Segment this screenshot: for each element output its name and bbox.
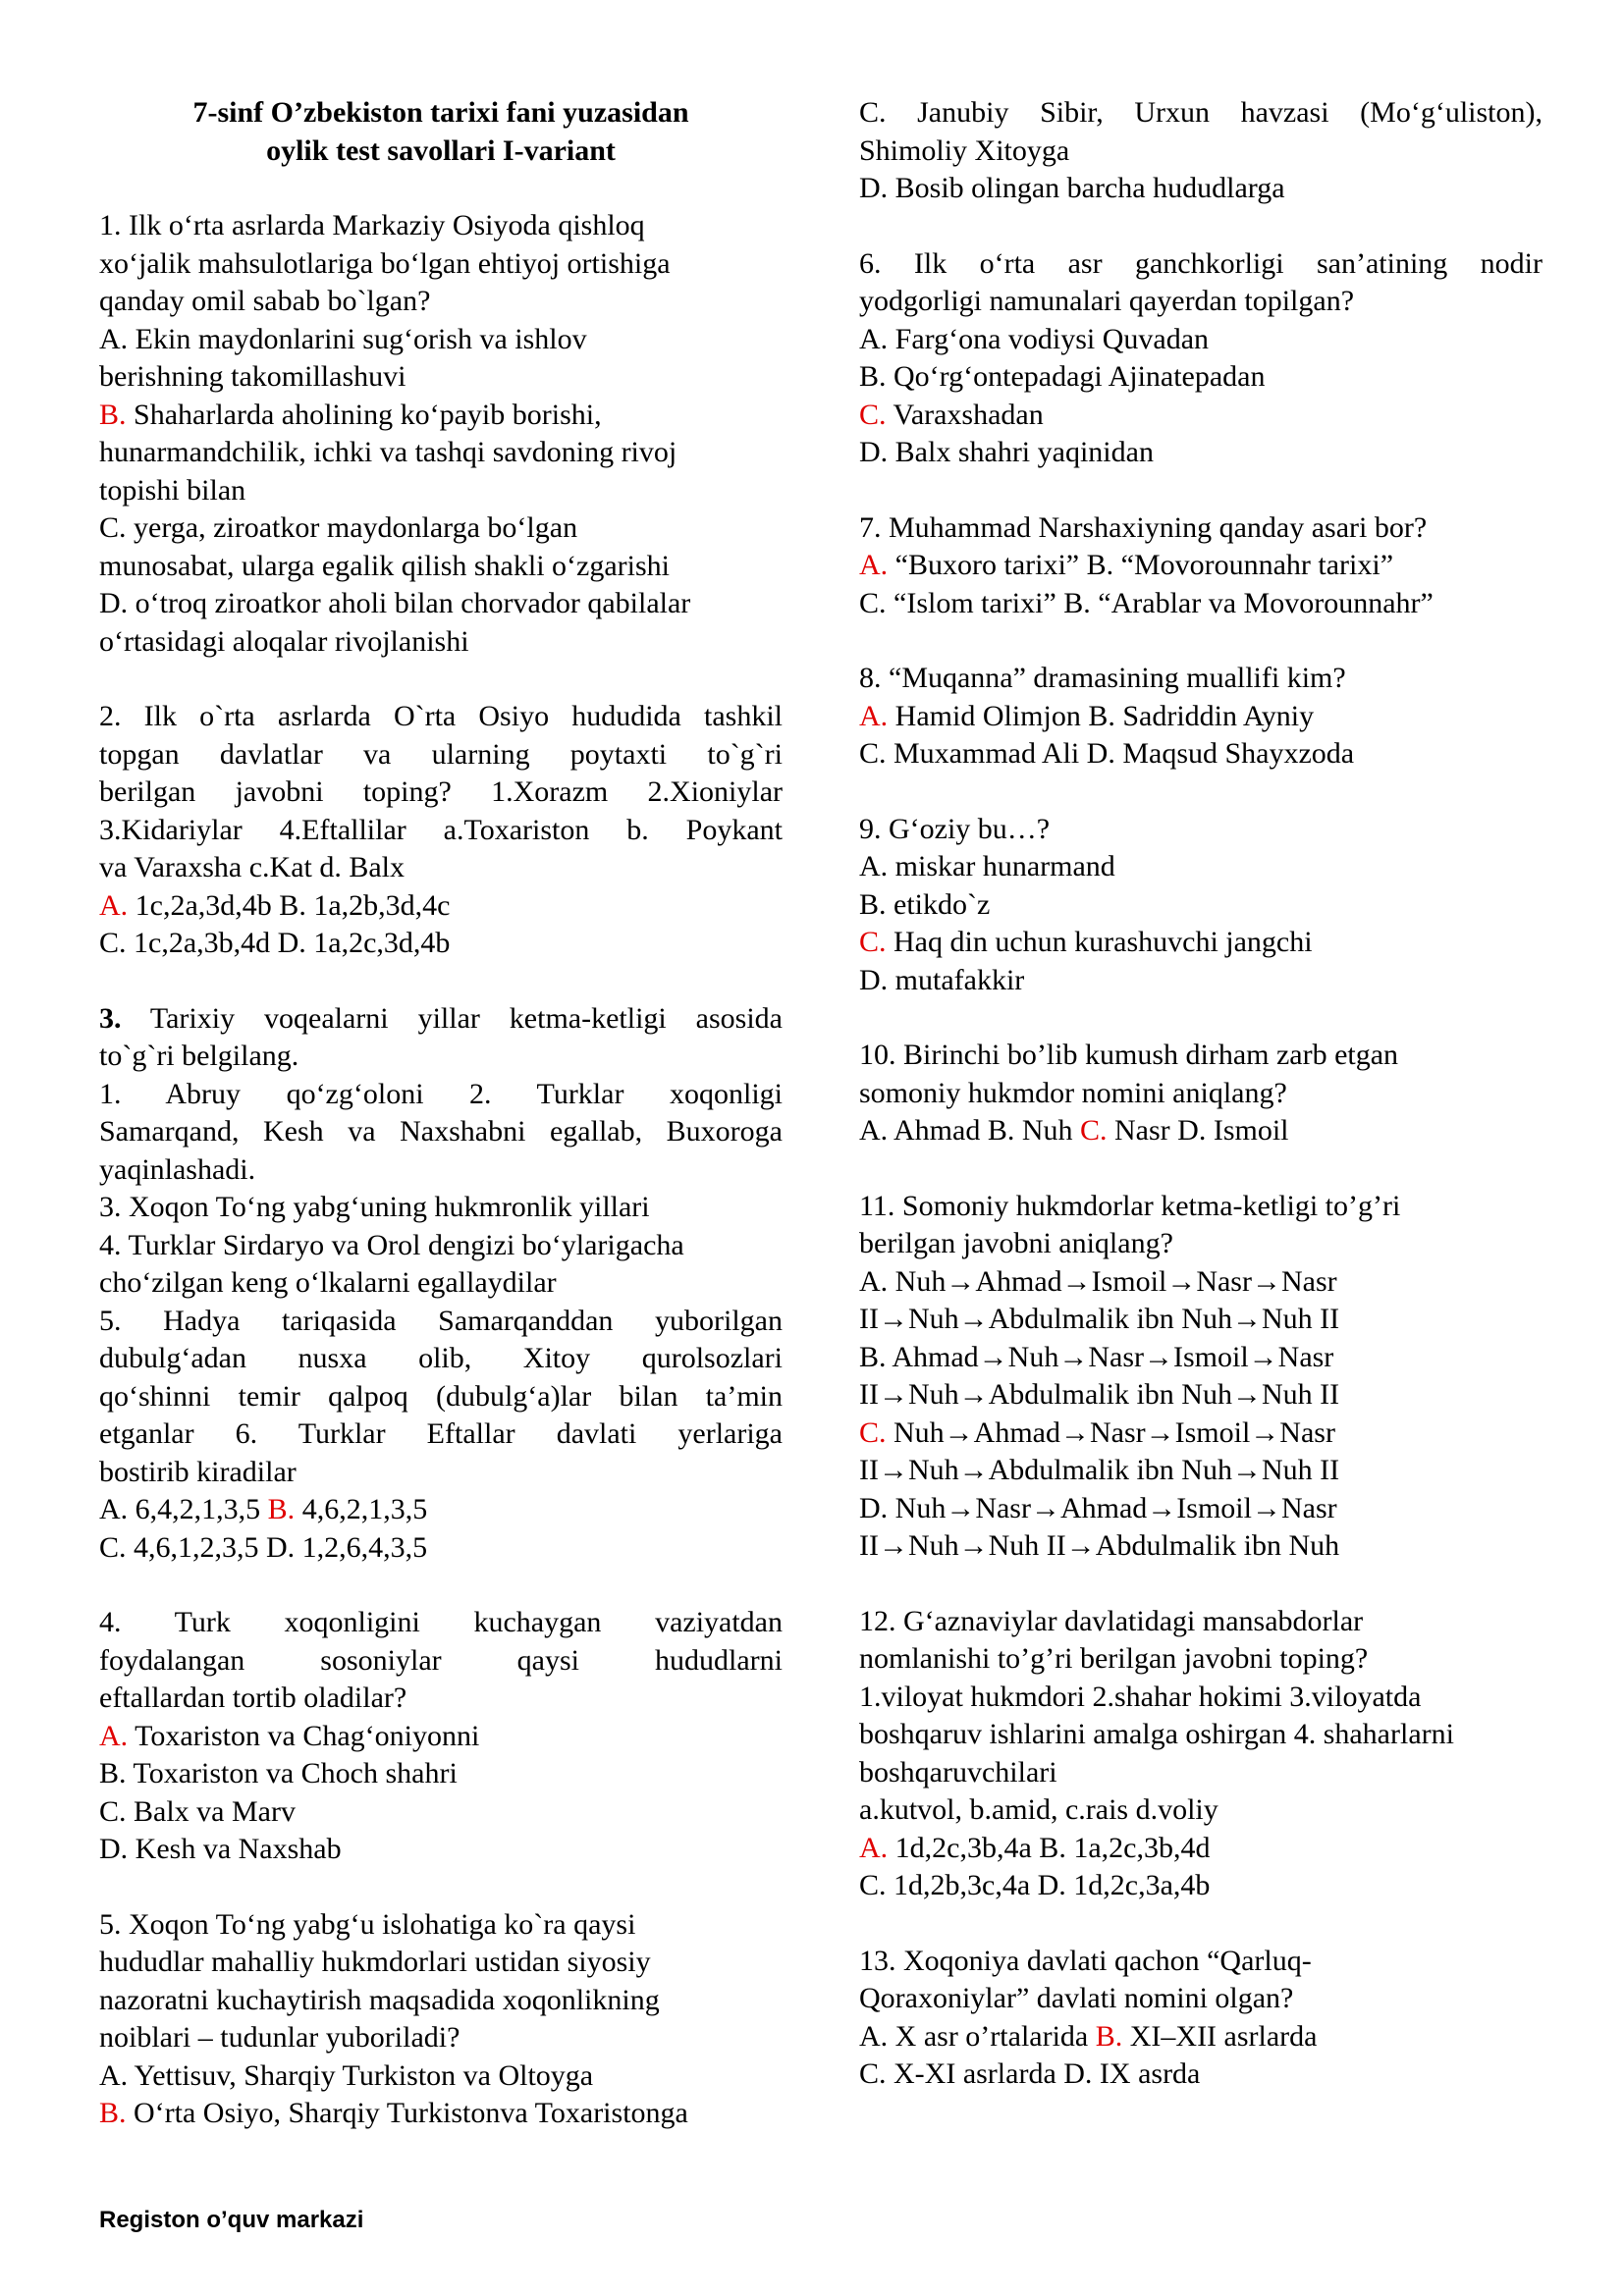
question-line [859,1376,1543,1415]
line-text: D. o‘troq ziroatkor aholi bilan chorvador qabilalar [99,587,691,619]
question-line [859,1263,1543,1302]
line-text: etganlar 6. Turklar Eftallar davlati yerlariga [99,1417,783,1450]
footer-label: Registon o’quv markazi [99,2207,364,2233]
question-line [859,1339,1543,1377]
line-text: yaqinlashadi. [99,1152,256,1186]
question-line [99,1642,783,1681]
line-text: Qoraxoniylar” davlati nomini olgan? [859,1982,1294,2014]
line-text: yodgorligi namunalari qayerdan topilgan? [859,285,1355,317]
question-line [99,1303,783,1341]
question-line [859,1716,1543,1754]
right-question-block [859,1603,1543,1905]
line-text: A. miskar hunarmand [859,850,1115,882]
question-line [99,736,783,774]
question-line [859,434,1543,472]
line-text: 5. Xoqon To‘ng yabg‘u islohatiga ko`ra qaysi [99,1907,636,1941]
question-line [99,812,783,850]
question-line [859,1301,1543,1339]
line-text: A. Ekin maydonlarini sug‘orish va ishlov [99,322,587,355]
line-text: boshqaruvchilari [859,1755,1057,1789]
question-line [859,509,1543,548]
line-text: hunarmandchilik, ichki va tashqi savdoning rivoj [99,436,677,468]
line-text: nazoratni kuchaytirish maqsadida xoqonlikning [99,1983,660,2016]
line-text: 10. Birinchi bo’lib kumush dirham zarb etgan [859,1039,1399,1071]
question-line [99,1793,783,1832]
line-text: 9. G‘oziy bu…? [859,812,1051,845]
line-text: XI–XII asrlarda [1122,2019,1318,2053]
line-text: B. etikdo`z [859,887,991,921]
question-line [99,1491,783,1529]
line-text: B. Ahmad→Nuh→Nasr→Ismoil→Nasr [859,1340,1334,1373]
question-line [99,1718,783,1756]
line-text: C. 1c,2a,3b,4d D. 1a,2c,3d,4b [99,927,451,959]
question-line [859,1640,1543,1679]
line-text: nomlanishi to’g’ri berilgan javobni toping? [859,1642,1369,1675]
correct-answer-marker: C. [1080,1114,1108,1147]
line-text: Samarqand, Kesh va Naxshabni egallab, Buxoroga [99,1115,783,1148]
correct-answer-marker: C. [859,1415,887,1449]
question-line [859,848,1543,886]
question-line [859,1603,1543,1641]
line-text: 4. Turk xoqonligini kuchaygan vaziyatdan [99,1606,783,1638]
question-line [99,1076,783,1114]
line-text: C. “Islom tarixi” B. “Arablar va Movorounnahr” [859,586,1434,619]
line-text: berilgan javobni toping? 1.Xorazm 2.Xioniylar [99,775,783,808]
question-line [859,1980,1543,2018]
question-line [859,924,1543,962]
line-text: 13. Xoqoniya davlati qachon “Qarluq- [859,1944,1312,1977]
line-text: 4. Turklar Sirdaryo va Orol dengizi bo‘ylarigacha [99,1228,684,1261]
question-line [99,585,783,623]
question-line [859,1075,1543,1113]
line-text: II→Nuh→Nuh II→Abdulmalik ibn Nuh [859,1529,1340,1562]
question-line [99,1454,783,1492]
line-text: 7. Muhammad Narshaxiyning qanday asari bor? [859,510,1428,544]
line-text: 3.Kidariylar 4.Eftallilar a.Toxariston b. Poykant [99,813,783,846]
line-text: 1d,2c,3b,4a B. 1a,2c,3b,4d [888,1831,1211,1864]
question-line [859,321,1543,359]
line-text: 1. Abruy qo‘zg‘oloni 2. Turklar xoqonligi [99,1077,783,1110]
line-text: 11. Somoniy hukmdorlar ketma-ketligi to’g’ri [859,1189,1401,1222]
question-line [859,133,1543,171]
right-question-block [859,1943,1543,2094]
question-line [99,1189,783,1227]
line-text: 1c,2a,3d,4b B. 1a,2b,3d,4c [128,888,451,922]
left-question-block [99,1604,783,1869]
line-text: II→Nuh→Abdulmalik ibn Nuh→Nuh II [859,1303,1340,1335]
question-line [99,1944,783,1982]
line-text: C. Muxammad Ali D. Maqsud Shayxzoda [859,737,1355,770]
question-line [99,2057,783,2096]
correct-answer-marker: C. [859,926,887,958]
line-text: B. Qo‘rg‘ontepadagi Ajinatepadan [859,360,1266,393]
line-text: 8. “Muqanna” dramasining muallifi kim? [859,662,1346,694]
question-line [859,358,1543,397]
page-title [99,94,783,170]
line-text: 3. Xoqon To‘ng yabg‘uning hukmronlik yillari [99,1191,650,1223]
question-line [99,434,783,472]
line-text: Toxariston va Chag‘oniyonni [128,1719,480,1752]
line-text: berishning takomillashuvi [99,360,406,393]
line-text: bostirib kiradilar [99,1455,297,1488]
question-line [859,2018,1543,2056]
line-text: foydalangan sosoniylar qaysi hududlarni [99,1643,783,1677]
question-line [99,1227,783,1265]
line-text: a.kutvol, b.amid, c.rais d.voliy [859,1793,1218,1826]
line-text: dubulg‘adan nusxa olib, Xitoy qurolsozlari [99,1342,783,1374]
question-line [859,1527,1543,1566]
line-text: xo‘jalik mahsulotlariga bo‘lgan ehtiyoj ortishiga [99,246,671,280]
question-line [99,925,783,963]
line-text: noiblari – tudunlar yuboriladi? [99,2021,460,2054]
question-line [99,1113,783,1151]
question-line [859,170,1543,208]
question-line [99,397,783,435]
line-text: 12. G‘aznaviylar davlatidagi mansabdorlar [859,1604,1364,1637]
question-line [99,548,783,586]
question-line [99,1831,783,1869]
question-line [99,207,783,245]
left-questions [99,207,783,2133]
question-line [859,1188,1543,1226]
line-text: 4,6,2,1,3,5 [295,1493,428,1525]
correct-answer-marker: A. [99,888,129,922]
question-line [99,1529,783,1568]
line-text: qo‘shinni temir qalpoq (dubulg‘a)lar bilan ta’min [99,1379,783,1413]
question-line [99,849,783,887]
question-line [99,1000,783,1039]
question-line [859,1943,1543,1981]
right-question-block [859,94,1543,208]
correct-answer-marker: B. [99,2097,127,2129]
question-line [99,1415,783,1454]
question-line [99,1151,783,1190]
question-line [99,321,783,359]
question-line [99,2019,783,2057]
question-line [859,660,1543,698]
question-number: 3. [99,1001,122,1035]
question-line [859,1830,1543,1868]
left-question-block [99,1906,783,2133]
question-line [99,887,783,926]
line-text: eftallardan tortib oladilar? [99,1682,407,1714]
line-text: Varaxshadan [886,398,1044,431]
line-text: Hamid Olimjon B. Sadriddin Ayniy [888,699,1315,732]
question-line [859,1867,1543,1905]
right-question-block [859,1188,1543,1566]
question-line [99,1340,783,1378]
line-text: Nasr D. Ismoil [1107,1114,1289,1147]
line-text: D. Balx shahri yaqinidan [859,436,1154,468]
left-question-block [99,207,783,661]
line-text: Shaharlarda aholining ko‘payib borishi, [126,398,602,431]
correct-answer-marker: B. [1095,2019,1123,2053]
line-text: O‘rta Osiyo, Sharqiy Turkistonva Toxaristonga [126,2097,688,2129]
title-line: oylik test savollari I-variant [266,133,616,167]
line-text: C. Balx va Marv [99,1794,296,1828]
question-line [99,1378,783,1416]
question-line [99,1755,783,1793]
line-text: 1.viloyat hukmdori 2.shahar hokimi 3.viloyatda [859,1680,1422,1713]
line-text: Nuh→Ahmad→Nasr→Ismoil→Nasr [886,1415,1335,1449]
question-line [99,2095,783,2133]
question-line [859,94,1543,133]
line-text: boshqaruv ishlarini amalga oshirgan 4. shaharlarni [859,1718,1454,1750]
question-line [859,283,1543,321]
line-text: topishi bilan [99,473,246,507]
line-text: A. Farg‘ona vodiysi Quvadan [859,322,1210,355]
question-line [859,1037,1543,1075]
line-text: hududlar mahalliy hukmdorlari ustidan siyosiy [99,1946,651,1978]
line-text: berilgan javobni aniqlang? [859,1227,1173,1259]
correct-answer-marker: C. [859,398,887,431]
line-text: C. 1d,2b,3c,4a D. 1d,2c,3a,4b [859,1869,1211,1901]
line-text: II→Nuh→Abdulmalik ibn Nuh→Nuh II [859,1378,1340,1411]
right-question-block [859,509,1543,623]
line-text: D. mutafakkir [859,963,1025,996]
right-question-block [859,811,1543,1000]
left-question-block [99,1000,783,1568]
correct-answer-marker: A. [99,1719,129,1752]
line-text: Tarixiy voqealarni yillar ketma-ketligi asosida [121,1001,783,1035]
question-line [99,283,783,321]
line-text: somoniy hukmdor nomini aniqlang? [859,1076,1287,1109]
question-line [859,1679,1543,1717]
question-line [99,245,783,284]
question-line [99,1038,783,1076]
question-line [859,886,1543,925]
line-text: Haq din uchun kurashuvchi jangchi [886,926,1313,958]
question-line [859,547,1543,585]
left-question-block [99,698,783,963]
line-text: D. Kesh va Naxshab [99,1833,342,1865]
right-column [859,94,1543,2131]
line-text: D. Bosib olingan barcha hududlarga [859,172,1285,204]
correct-answer-marker: A. [859,1831,889,1864]
correct-answer-marker: B. [267,1493,296,1525]
line-text: 1. Ilk o‘rta asrlarda Markaziy Osiyoda qishloq [99,209,645,241]
question-line [99,472,783,510]
question-line [859,1112,1543,1150]
line-text: B. Toxariston va Choch shahri [99,1757,458,1789]
question-line [99,1264,783,1303]
line-text: o‘rtasidagi aloqalar rivojlanishi [99,624,469,658]
line-text: A. Yettisuv, Sharqiy Turkiston va Oltoyga [99,2058,594,2092]
line-text: II→Nuh→Abdulmalik ibn Nuh→Nuh II [859,1454,1340,1486]
correct-answer-marker: A. [859,549,889,581]
correct-answer-marker: B. [99,398,127,431]
question-line [99,358,783,397]
right-questions [859,94,1543,2094]
question-line [99,623,783,662]
line-text: 6. Ilk o‘rta asr ganchkorligi san’atining nodir [859,246,1543,280]
question-line [99,774,783,812]
line-text: C. Janubiy Sibir, Urxun havzasi (Mo‘g‘uliston), [859,96,1543,129]
line-text: A. 6,4,2,1,3,5 [99,1493,268,1525]
left-column [99,94,783,2170]
question-line [859,962,1543,1000]
question-line [859,1490,1543,1528]
question-line [859,1452,1543,1490]
line-text: “Buxoro tarixi” B. “Movorounnahr tarixi” [888,549,1394,581]
question-line [859,245,1543,284]
question-line [859,397,1543,435]
line-text: va Varaxsha c.Kat d. Balx [99,851,406,883]
line-text: A. Nuh→Ahmad→Ismoil→Nasr→Nasr [859,1264,1337,1298]
line-text: C. 4,6,1,2,3,5 D. 1,2,6,4,3,5 [99,1530,428,1564]
line-text: 5. Hadya tariqasida Samarqanddan yuborilgan [99,1304,783,1337]
line-text: Shimoliy Xitoyga [859,133,1070,167]
question-line [859,811,1543,849]
title-line: 7-sinf O’zbekiston tarixi fani yuzasidan [192,96,689,129]
line-text: cho‘zilgan keng o‘lkalarni egallaydilar [99,1266,557,1299]
right-question-block [859,1037,1543,1150]
line-text: to`g`ri belgilang. [99,1040,299,1072]
question-line [859,698,1543,736]
line-text: D. Nuh→Nasr→Ahmad→Ismoil→Nasr [859,1491,1337,1524]
question-line [859,1225,1543,1263]
question-line [99,509,783,548]
line-text: A. Ahmad B. Nuh [859,1114,1080,1147]
question-line [859,1754,1543,1792]
question-line [99,1680,783,1718]
line-text: qanday omil sabab bo`lgan? [99,285,431,317]
line-text: munosabat, ularga egalik qilish shakli o‘zgarishi [99,549,670,582]
line-text: topgan davlatlar va ularning poytaxti to`g`ri [99,737,783,771]
right-question-block [859,245,1543,472]
question-line [99,698,783,736]
right-question-block [859,660,1543,774]
correct-answer-marker: A. [859,699,889,732]
question-line [99,1604,783,1642]
question-line [859,1791,1543,1830]
question-line [859,735,1543,774]
line-text: C. X-XI asrlarda D. IX asrda [859,2057,1201,2090]
line-text: C. yerga, ziroatkor maydonlarga bo‘lgan [99,511,578,544]
question-line [99,1982,783,2020]
question-line [859,1415,1543,1453]
question-line [859,585,1543,623]
question-line [859,2056,1543,2094]
line-text: 2. Ilk o`rta asrlarda O`rta Osiyo hududida tashkil [99,700,783,732]
question-line [99,1906,783,1945]
line-text: A. X asr o’rtalarida [859,2019,1096,2053]
